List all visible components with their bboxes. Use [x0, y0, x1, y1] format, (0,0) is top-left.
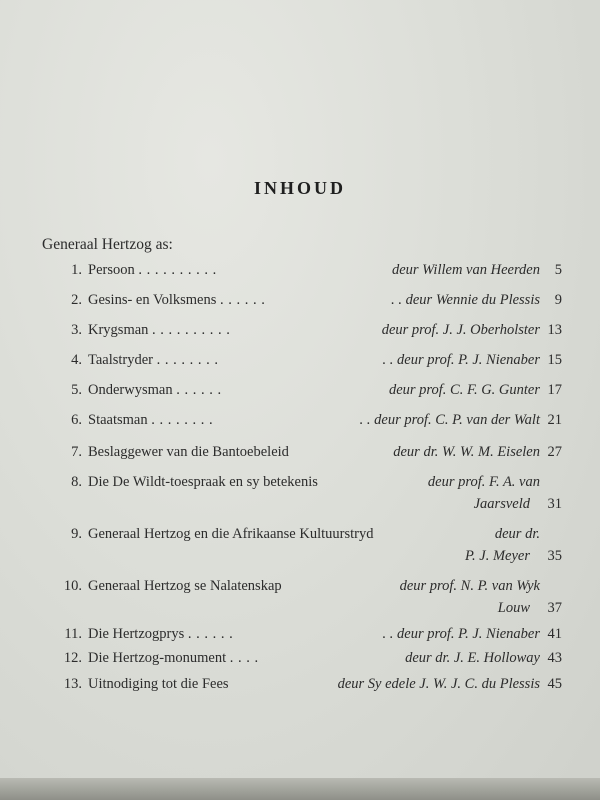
entry-page: 37: [547, 600, 562, 616]
leader-dots: . . . . . .: [176, 382, 222, 398]
page-title: INHOUD: [253, 178, 346, 198]
entry-page: 17: [547, 382, 562, 398]
toc-entry: [42, 292, 562, 312]
entry-number: 8.: [71, 474, 82, 490]
toc-entry: [42, 626, 562, 646]
intro-line: Generaal Hertzog as:: [42, 236, 173, 253]
toc-entry: [42, 412, 562, 432]
toc-entry: [42, 382, 562, 402]
entry-page: 27: [547, 444, 562, 460]
entry-title: Taalstryder: [88, 352, 154, 368]
entry-page: 21: [547, 412, 562, 428]
entry-author: . . deur prof. C. P. van der Walt: [359, 412, 540, 428]
entry-title: Gesins- en Volksmens: [88, 292, 217, 308]
leader-dots: . . . . . .: [219, 292, 266, 308]
entry-author: deur Sy edele J. W. J. C. du Plessis: [337, 676, 540, 692]
toc-entry: [42, 578, 562, 616]
entry-page: 9: [554, 292, 562, 308]
entry-title: Krygsman: [88, 322, 149, 338]
entry-title: Die De Wildt-toespraak en sy betekenis: [88, 474, 318, 490]
entry-author: deur prof. C. F. G. Gunter: [388, 382, 540, 398]
entry-page: 5: [554, 262, 562, 278]
entry-author: . . deur Wennie du Plessis: [391, 292, 540, 308]
entry-author: deur prof. F. A. van: [427, 474, 540, 490]
entry-title: Generaal Hertzog se Nalatenskap: [88, 578, 282, 594]
entry-number: 6.: [71, 412, 82, 428]
entry-author: . . deur prof. P. J. Nienaber: [382, 626, 540, 642]
toc-entry: [42, 322, 562, 342]
entry-number: 11.: [64, 626, 82, 642]
leader-dots: . . . . . . . . . .: [138, 262, 217, 278]
toc-entry: [42, 444, 562, 464]
entry-title: Beslaggewer van die Bantoebeleid: [88, 444, 289, 460]
leader-dots: . . . . . . . . . .: [152, 322, 231, 338]
entry-number: 4.: [71, 352, 82, 368]
entry-number: 2.: [71, 292, 82, 308]
entry-number: 3.: [71, 322, 82, 338]
entry-number: 12.: [63, 650, 82, 666]
entry-page: 13: [547, 322, 562, 338]
entry-title: Staatsman: [88, 412, 148, 428]
entry-author: deur prof. N. P. van Wyk: [399, 578, 540, 594]
toc-entry: [42, 352, 562, 372]
entry-page: 43: [547, 650, 562, 666]
entry-author-continued: P. J. Meyer: [465, 548, 530, 564]
entry-page: 35: [547, 548, 562, 564]
entry-number: 13.: [63, 676, 82, 692]
entry-number: 1.: [71, 262, 82, 278]
entry-page: 41: [547, 626, 562, 642]
entry-author: deur dr. W. W. M. Eiselen: [393, 444, 540, 460]
entry-page: 31: [547, 496, 562, 512]
leader-dots: . . . . . .: [187, 626, 234, 642]
entry-author-continued: Jaarsveld: [473, 496, 530, 512]
entry-page: 45: [547, 676, 562, 692]
entry-title: Uitnodiging tot die Fees: [88, 676, 229, 692]
toc-entry: [42, 650, 562, 670]
leader-dots: . . . . . . . .: [156, 352, 219, 368]
toc-entry: [42, 262, 562, 282]
entry-author: deur Willem van Heerden: [391, 262, 540, 278]
entry-number: 5.: [71, 382, 82, 398]
entry-author: deur dr.: [494, 526, 540, 542]
entry-title: Die Hertzogprys: [88, 626, 185, 642]
leader-dots: . . . . . . . .: [151, 412, 214, 428]
toc-entry: [42, 676, 562, 696]
leader-dots: . . . .: [229, 650, 259, 666]
entry-author: . . deur prof. P. J. Nienaber: [382, 352, 540, 368]
entry-page: 15: [547, 352, 562, 368]
entry-author: deur dr. J. E. Holloway: [405, 650, 540, 666]
toc-entry: [42, 526, 562, 564]
entry-author-continued: Louw: [497, 600, 530, 616]
entry-title: Generaal Hertzog en die Afrikaanse Kultuurstryd: [88, 526, 374, 542]
entry-number: 7.: [71, 444, 82, 460]
entry-title: Die Hertzog-monument: [88, 650, 227, 666]
entry-number: 9.: [71, 526, 82, 542]
toc-entry: [42, 474, 562, 512]
entry-title: Onderwysman: [88, 382, 173, 398]
entry-number: 10.: [63, 578, 82, 594]
entry-author: deur prof. J. J. Oberholster: [381, 322, 540, 338]
entry-title: Persoon: [88, 262, 135, 278]
page-bottom-edge: [0, 778, 600, 800]
